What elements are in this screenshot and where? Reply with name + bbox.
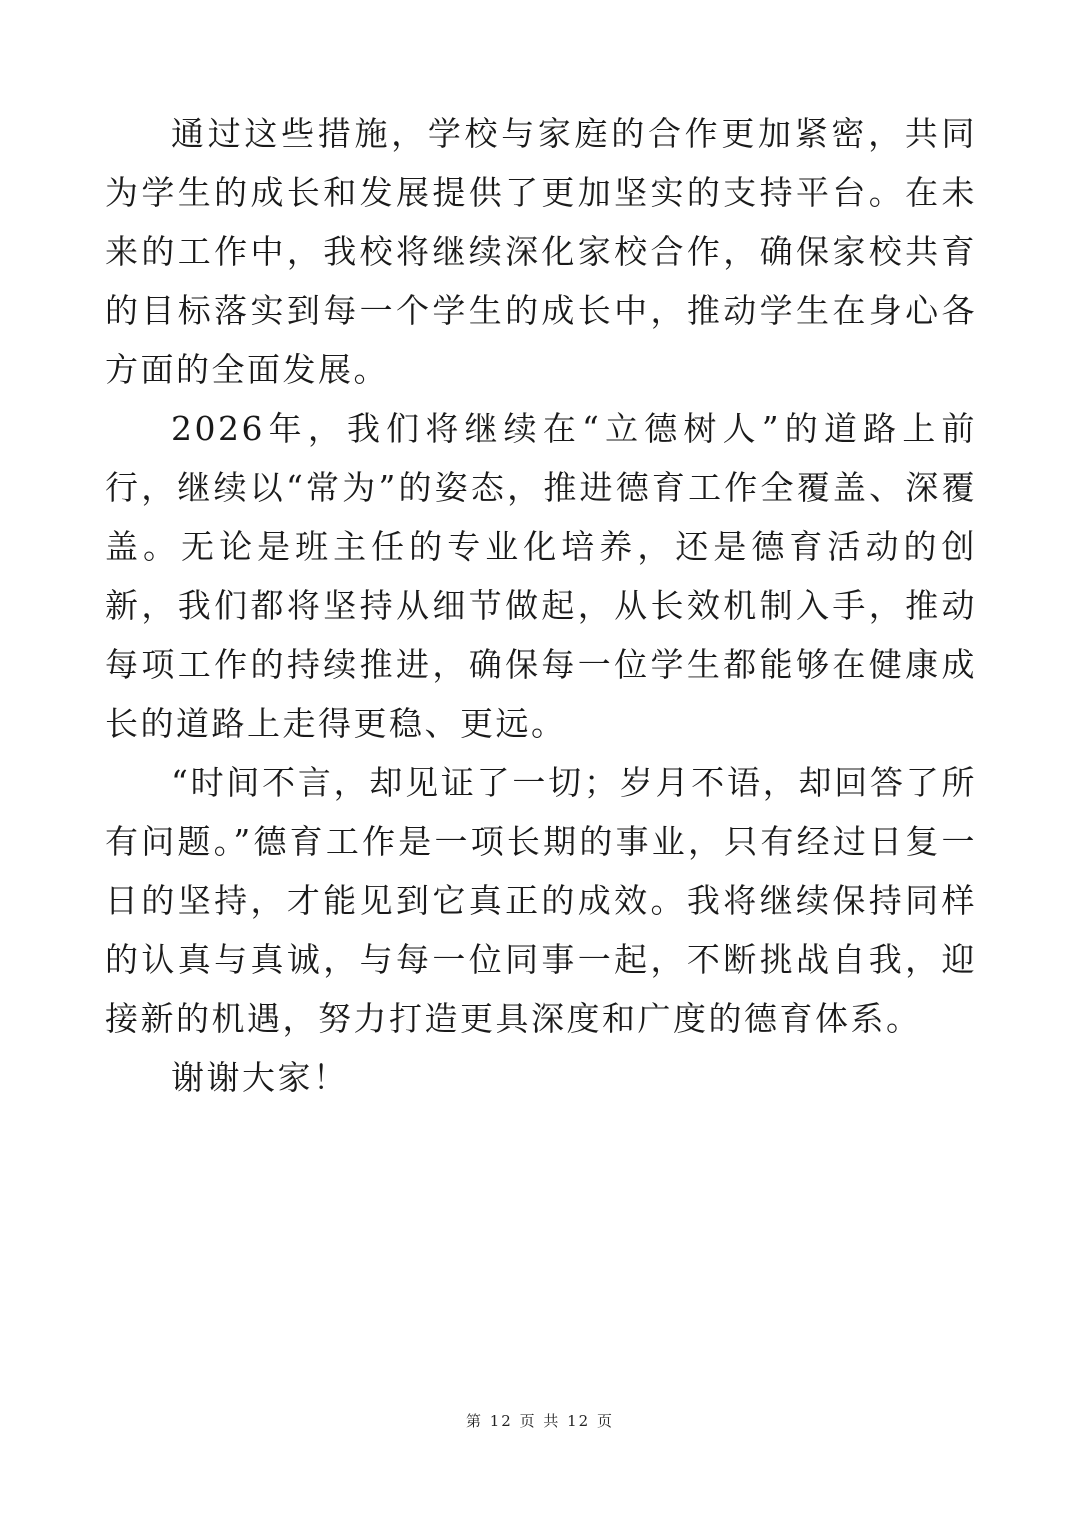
document-body <box>105 104 977 1107</box>
paragraph-thanks: 谢谢大家！ <box>171 1058 349 1097</box>
paragraph-home-school-cooperation: 通过这些措施，学校与家庭的合作更加紧密，共同为学生的成长和发展提供了更加坚实的支持平台。在未来的工作中，我校将继续深化家校合作，确保家校共育的目标落实到每一个学生的成长中，推动学生在身心各方面的全面发展。 <box>105 114 977 389</box>
paragraph-closing-quote: “时间不言，却见证了一切；岁月不语，却回答了所有问题。”德育工作是一项长期的事业，只有经过日复一日的坚持，才能见到它真正的成效。我将继续保持同样的认真与真诚，与每一位同事一起，不断挑战自我，迎接新的机遇，努力打造更具深度和广度的德育体系。 <box>105 763 977 1038</box>
page-number-footer: 第 12 页 共 12 页 <box>465 1412 614 1430</box>
paragraph-2026-plan: 2026年，我们将继续在“立德树人”的道路上前行，继续以“常为”的姿态，推进德育工作全覆盖、深覆盖。无论是班主任的专业化培养，还是德育活动的创新，我们都将坚持从细节做起，从长效机制入手，推动每项工作的持续推进，确保每一位学生都能够在健康成长的道路上走得更稳、更远。 <box>105 409 977 743</box>
